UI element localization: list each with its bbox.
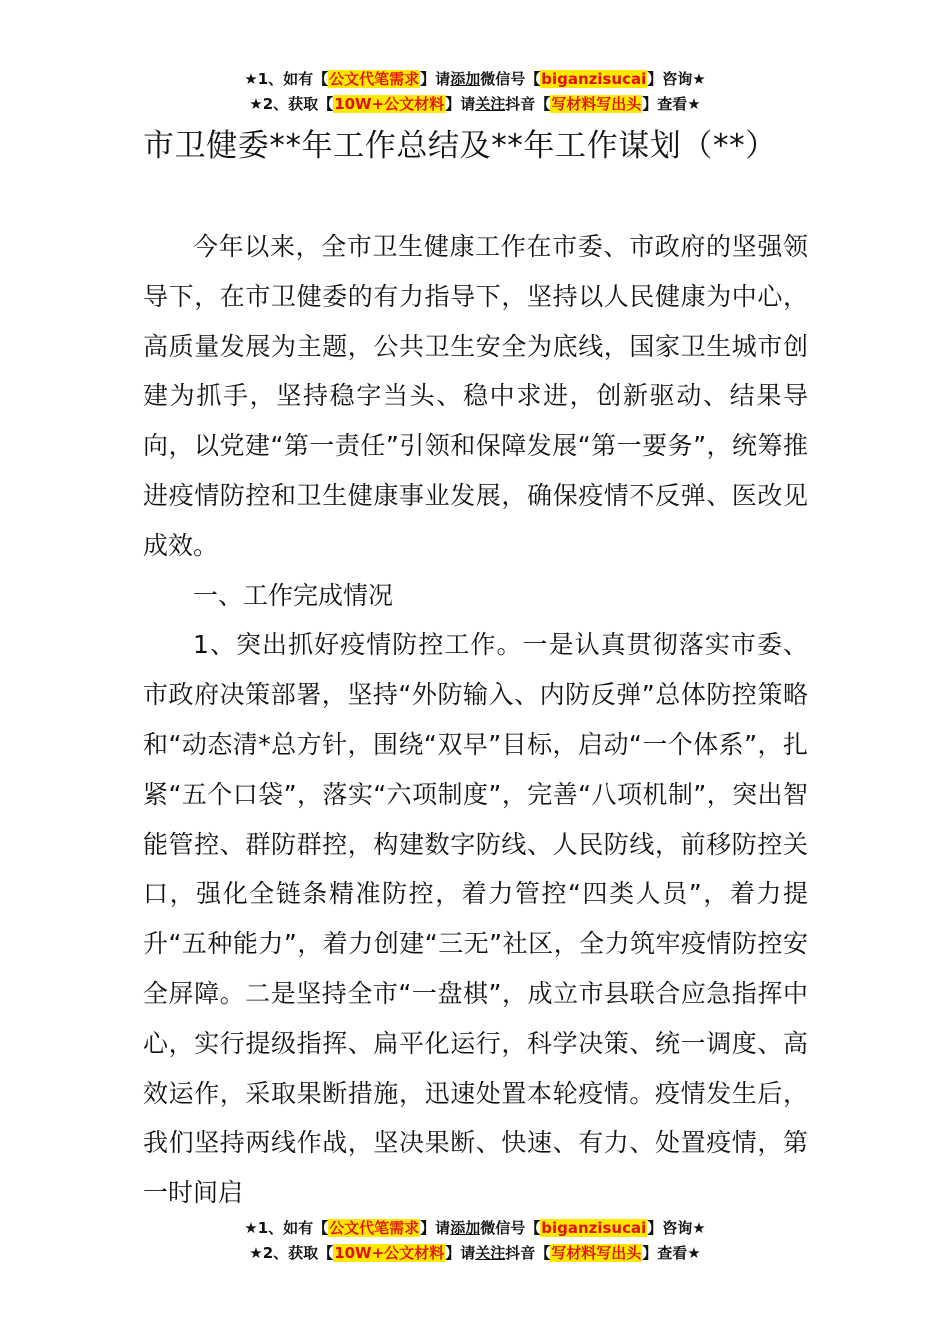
banner-highlight-service: 公文代笔需求 [329, 1219, 420, 1237]
document-body [143, 222, 808, 1218]
banner-text: 】查看★ [642, 1244, 701, 1262]
footer-banner [0, 1216, 950, 1266]
banner-text: 】请 [420, 70, 451, 88]
banner-text: 微信号【 [480, 70, 541, 88]
banner-line-1 [0, 1216, 950, 1241]
banner-text: 抖音【 [505, 1244, 551, 1262]
banner-text: 抖音【 [505, 95, 551, 113]
banner-highlight-douyin-account: 写材料写出头 [551, 95, 642, 113]
banner-text: 】请 [445, 95, 476, 113]
banner-text: ★1、如有【 [244, 70, 329, 88]
banner-text: ★2、获取【 [249, 1244, 334, 1262]
banner-underline: 关注 [475, 1244, 506, 1262]
banner-highlight-materials: 10W+公文材料 [334, 95, 445, 113]
banner-line-2 [0, 1241, 950, 1266]
section-heading: 一、工作完成情况 [193, 580, 394, 610]
banner-highlight-service: 公文代笔需求 [329, 70, 420, 88]
banner-underline: 添加 [450, 70, 481, 88]
intro-paragraph: 今年以来，全市卫生健康工作在市委、市政府的坚强领导下，在市卫健委的有力指导下，坚持以人民健康为中心，高质量发展为主题，公共卫生安全为底线，国家卫生城市创建为抓手，坚持稳字当头、稳中求进，创新驱动、结果导向，以党建“第一责任”引领和保障发展“第一要务”，统筹推进疫情防控和卫生健康事业发展，确保疫情不反弹、医改见成效。 [143, 232, 808, 560]
header-banner [0, 67, 950, 117]
banner-highlight-douyin-account: 写材料写出头 [551, 1244, 642, 1262]
banner-text: 】咨询★ [647, 1219, 706, 1237]
body-paragraph: 1、突出抓好疫情防控工作。一是认真贯彻落实市委、市政府决策部署，坚持“外防输入、内防反弹”总体防控策略和“动态清*总方针，围绕“双早”目标，启动“一个体系”，扎紧“五个口袋”，落实“六项制度”，完善“八项机制”，突出智能管控、群防群控，构建数字防线、人民防线，前移防控关口，强化全链条精准防控，着力管控“四类人员”，着力提升“五种能力”，着力创建“三无”社区，全力筑牢疫情防控安全屏障。二是坚持全市“一盘棋”，成立市县联合应急指挥中心，实行提级指挥、扁平化运行，科学决策、统一调度、高效运作，采取果断措施，迅速处置本轮疫情。疫情发生后，我们坚持两线作战，坚决果断、快速、有力、处置疫情，第一时间启 [143, 630, 808, 1208]
banner-text: ★2、获取【 [249, 95, 334, 113]
banner-text: 】查看★ [642, 95, 701, 113]
banner-underline: 添加 [450, 1219, 481, 1237]
banner-text: 】请 [420, 1219, 451, 1237]
banner-highlight-wechat-id: biganzisucai [541, 1219, 647, 1237]
banner-text: 微信号【 [480, 1219, 541, 1237]
banner-line-1 [0, 67, 950, 92]
banner-highlight-wechat-id: biganzisucai [541, 70, 647, 88]
banner-underline: 关注 [475, 95, 506, 113]
banner-text: 】请 [445, 1244, 476, 1262]
banner-text: ★1、如有【 [244, 1219, 329, 1237]
banner-line-2 [0, 92, 950, 117]
banner-highlight-materials: 10W+公文材料 [334, 1244, 445, 1262]
banner-text: 】咨询★ [647, 70, 706, 88]
document-title: 市卫健委**年工作总结及**年工作谋划（**） [143, 128, 777, 164]
